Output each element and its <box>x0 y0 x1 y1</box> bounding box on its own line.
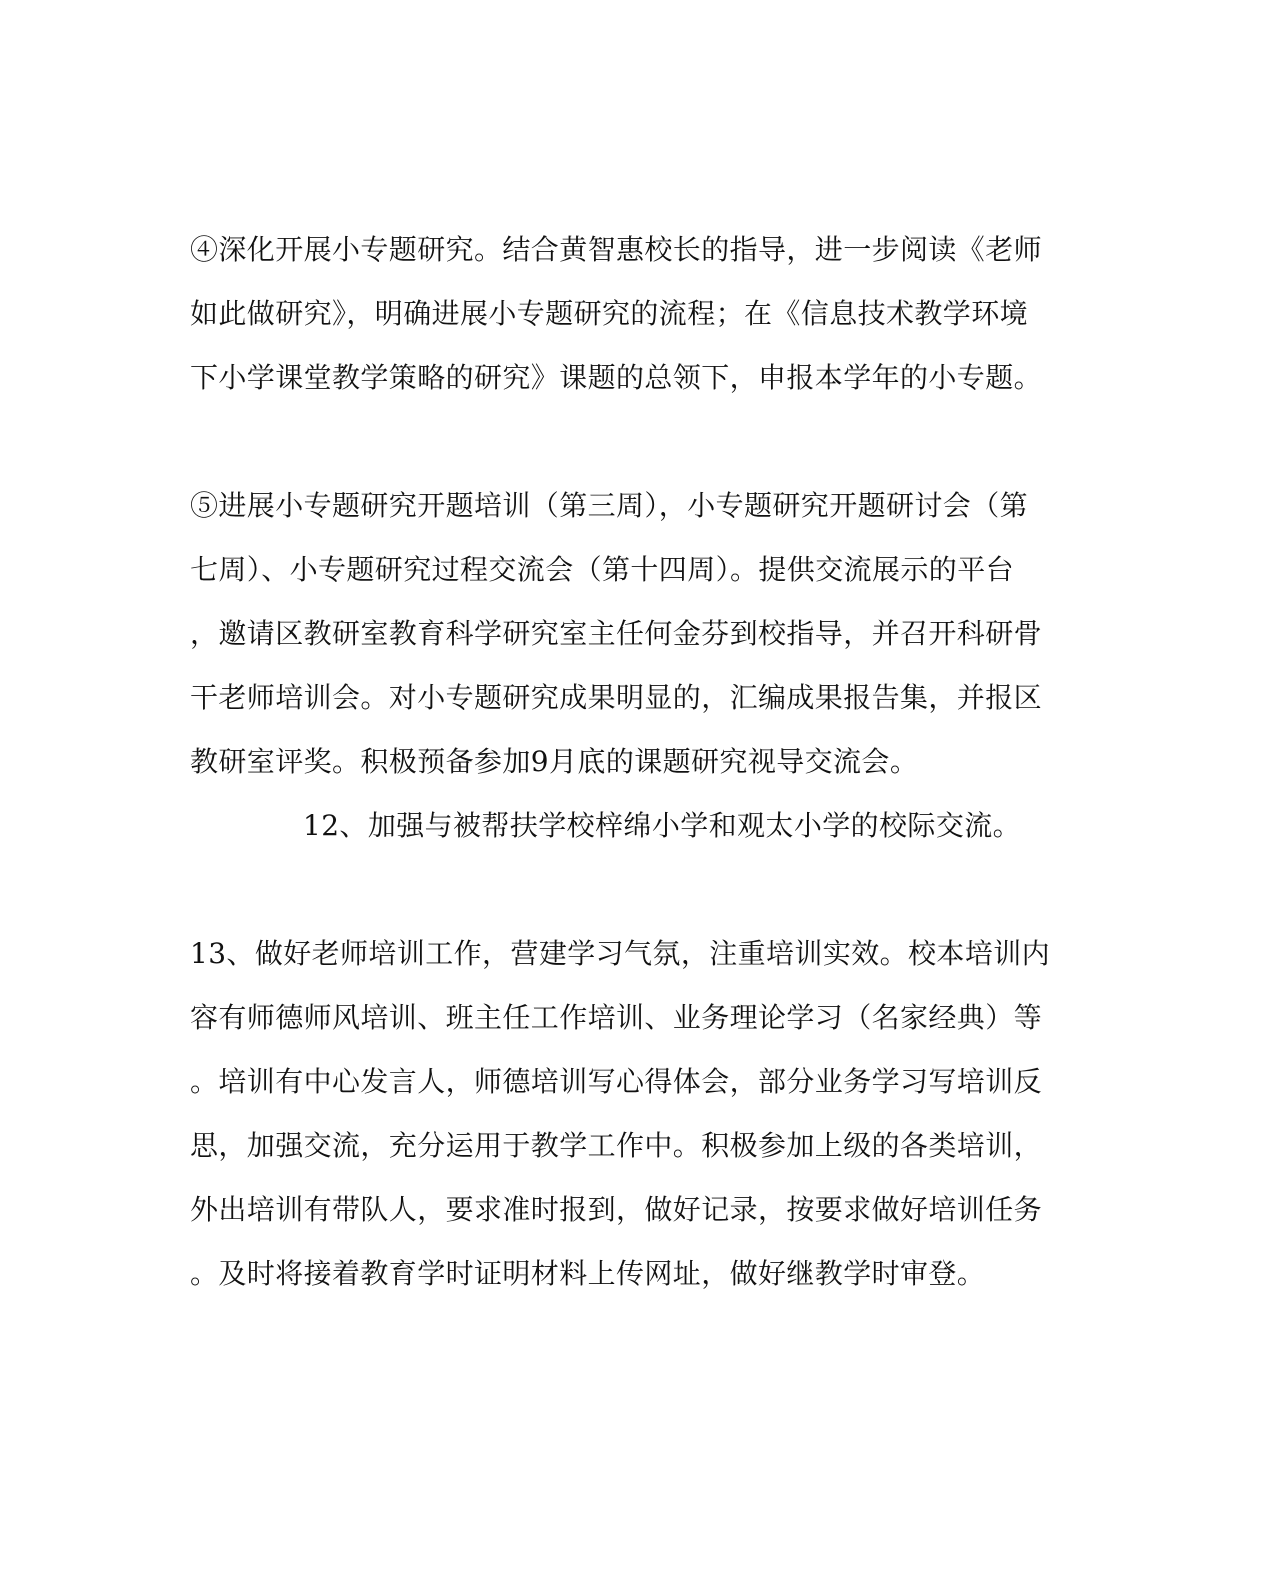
item-13-line-2: 容有师德师风培训、班主任工作培训、业务理论学习（名家经典）等 <box>190 1001 1043 1034</box>
paragraph-5-line-2: 七周）、小专题研究过程交流会（第十四周）。提供交流展示的平台 <box>190 553 1015 586</box>
paragraph-5-line-1: ⑤进展小专题研究开题培训（第三周），小专题研究开题研讨会（第 <box>190 489 1029 522</box>
item-13-line-4: 思，加强交流，充分运用于教学工作中。积极参加上级的各类培训， <box>190 1129 1043 1162</box>
paragraph-5-line-3: ，邀请区教研室教育科学研究室主任何金芬到校指导，并召开科研骨 <box>190 617 1043 650</box>
item-13-line-6: 。及时将接着教育学时证明材料上传网址，做好继教学时审登。 <box>190 1257 986 1290</box>
paragraph-4-line-3: 下小学课堂教学策略的研究》课题的总领下，申报本学年的小专题。 <box>190 361 1043 394</box>
item-13-line-3: 。培训有中心发言人，师德培训写心得体会，部分业务学习写培训反 <box>190 1065 1043 1098</box>
paragraph-4-line-2: 如此做研究》，明确进展小专题研究的流程；在《信息技术教学环境 <box>190 297 1029 330</box>
item-13-line-1: 13、做好老师培训工作，营建学习气氛，注重培训实效。校本培训内 <box>190 937 1051 970</box>
item-13-line-5: 外出培训有带队人，要求准时报到，做好记录，按要求做好培训任务 <box>190 1193 1043 1226</box>
paragraph-5-line-4: 干老师培训会。对小专题研究成果明显的，汇编成果报告集，并报区 <box>190 681 1043 714</box>
paragraph-5-line-5: 教研室评奖。积极预备参加9月底的课题研究视导交流会。 <box>190 745 919 778</box>
paragraph-4-line-1: ④深化开展小专题研究。结合黄智惠校长的指导，进一步阅读《老师 <box>190 233 1043 266</box>
item-12-line-1: 12、加强与被帮扶学校梓绵小学和观太小学的校际交流。 <box>303 809 1022 842</box>
